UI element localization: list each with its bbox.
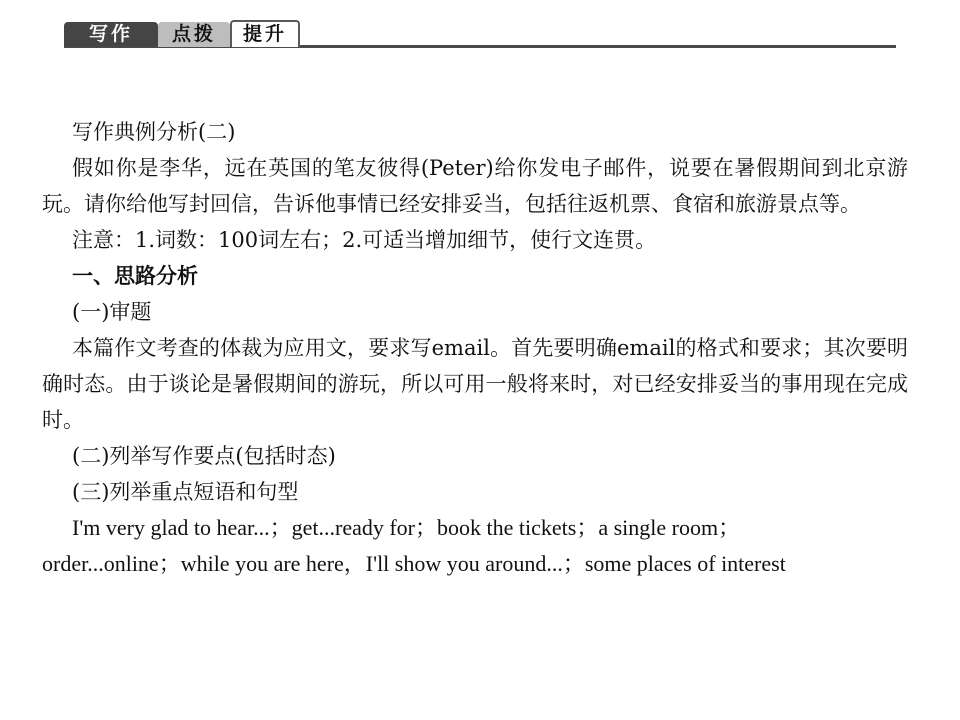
analysis-heading: 一、思路分析 — [72, 263, 198, 288]
word-count-note: 注意：1.词数：100词左右；2.可适当增加细节，使行文连贯。 — [72, 228, 657, 252]
tab-improvement[interactable]: 提升 — [230, 20, 300, 47]
tab-guidance[interactable]: 点拨 — [158, 22, 230, 47]
section-tab-bar — [64, 20, 896, 48]
lesson-content — [42, 114, 908, 582]
review-topic-text: 本篇作文考查的体裁为应用文，要求写email。首先要明确email的格式和要求；其次要明确时态。由于谈论是暑假期间的游玩，所以可用一般将来时，对已经安排妥当的事用现在完成时。 — [42, 336, 908, 432]
tab-writing[interactable]: 写作 — [64, 22, 158, 47]
writing-prompt: 假如你是李华，远在英国的笔友彼得(Peter)给你发电子邮件，说要在暑假期间到北京游玩。请你给他写封回信，告诉他事情已经安排妥当，包括往返机票、食宿和旅游景点等。 — [42, 156, 908, 216]
phrases-line-2: order...online；while you are here，I'll show you around...；some places of interest — [42, 551, 786, 576]
phrases-heading: (三)列举重点短语和句型 — [72, 480, 299, 504]
phrases-line-1: I'm very glad to hear...；get...ready for；book the tickets；a single room； — [72, 515, 741, 540]
key-points-heading: (二)列举写作要点(包括时态) — [72, 444, 336, 468]
lesson-title: 写作典例分析(二) — [72, 120, 236, 144]
review-topic-heading: (一)审题 — [72, 300, 152, 324]
